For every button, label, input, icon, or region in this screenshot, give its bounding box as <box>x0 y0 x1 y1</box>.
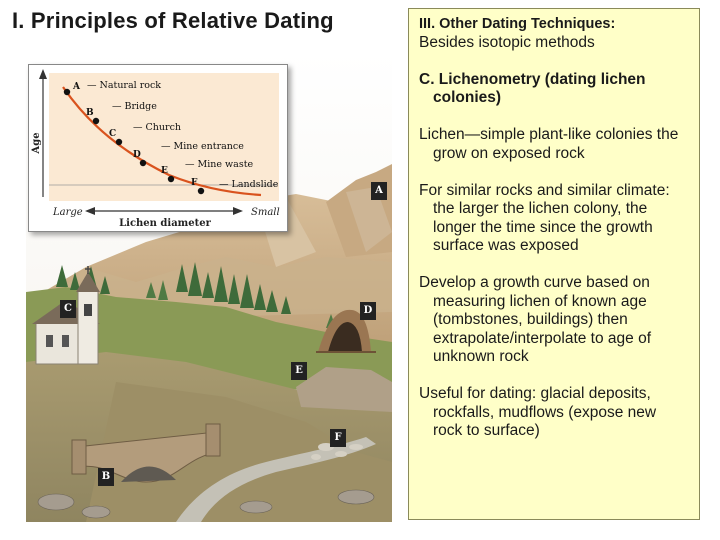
growth-chart-svg <box>29 65 287 231</box>
chart-point-d <box>140 160 146 166</box>
chart-point-label-d: — Mine entrance <box>161 141 244 152</box>
lichen-growth-chart <box>28 64 288 232</box>
section-title: C. Lichenometry (dating lichen colonies) <box>419 70 646 106</box>
scene-label-e: E <box>291 362 307 380</box>
panel-subheading: Besides isotopic methods <box>419 33 595 51</box>
scene-label-f: F <box>330 429 346 447</box>
paragraph-lichen-definition: Lichen—simple plant-like colonies the grow on exposed rock <box>419 126 679 162</box>
chart-point-b <box>93 118 99 124</box>
chart-point-letter-a: A <box>73 82 80 92</box>
slide-title: I. Principles of Relative Dating <box>12 8 334 33</box>
chart-point-f <box>198 188 204 194</box>
chart-point-e <box>168 176 174 182</box>
x-axis-label: Lichen diameter <box>119 218 211 229</box>
paragraph-growth-curve: Develop a growth curve based on measuring lichen of known age (tombstones, buildings) then extrapolate/interpolate to age of unknown rock <box>419 274 652 365</box>
scene-label-d: D <box>360 302 376 320</box>
chart-point-c <box>116 139 122 145</box>
chart-point-letter-e: E <box>161 166 168 176</box>
y-axis-arrow <box>39 69 47 79</box>
scene-label-a: A <box>371 182 387 200</box>
chart-point-label-b: — Bridge <box>112 101 157 112</box>
x-axis-arrow-left <box>85 207 95 215</box>
scene-label-c: C <box>60 300 76 318</box>
chart-point-label-f: — Landslide <box>219 179 279 190</box>
paragraph-similar-rocks: For similar rocks and similar climate: the larger the lichen colony, the longer the time since the growth surface was exposed <box>419 181 670 254</box>
chart-point-letter-d: D <box>133 150 141 160</box>
chart-point-letter-f: F <box>191 178 198 188</box>
panel-heading: III. Other Dating Techniques: <box>419 16 616 32</box>
notes-panel <box>408 8 700 520</box>
chart-point-letter-c: C <box>109 129 117 139</box>
chart-point-label-a: — Natural rock <box>87 80 162 91</box>
chart-point-letter-b: B <box>86 108 94 118</box>
chart-point-label-c: — Church <box>133 122 182 133</box>
x-left-label: Large <box>53 207 83 218</box>
scene-label-b: B <box>98 468 114 486</box>
x-axis-arrow-right <box>233 207 243 215</box>
chart-point-a <box>64 89 70 95</box>
paragraph-useful-for: Useful for dating: glacial deposits, rockfalls, mudflows (expose new rock to surface) <box>419 385 657 439</box>
y-axis-label: Age <box>31 132 42 154</box>
chart-point-label-e: — Mine waste <box>185 159 254 170</box>
x-right-label: Small <box>251 207 280 218</box>
